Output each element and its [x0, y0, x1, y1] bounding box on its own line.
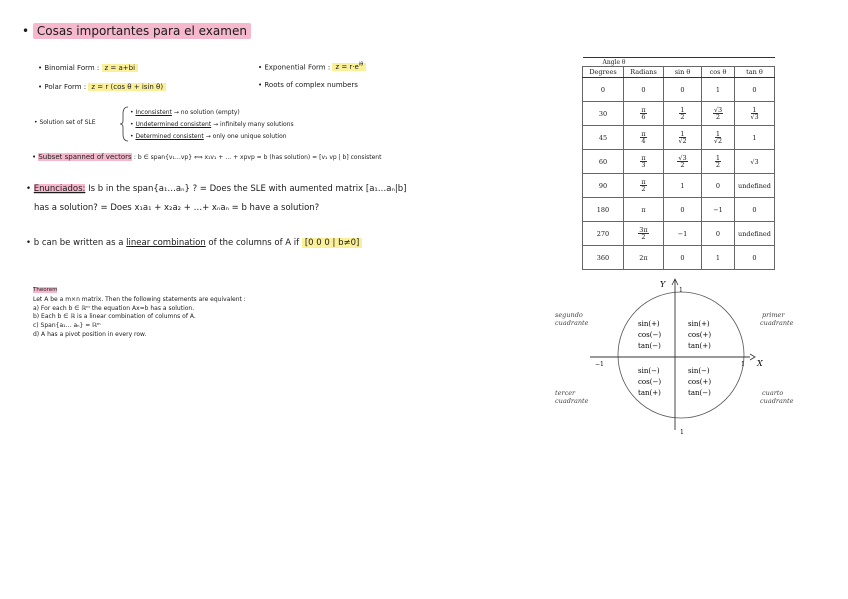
fraction	[715, 155, 721, 169]
x-arrow-icon	[750, 354, 755, 360]
table-caption: Angle θ	[583, 58, 775, 67]
table-row	[583, 126, 775, 150]
lincomb-box: [0 0 0 | b≠0]	[302, 238, 362, 248]
enunciados-line2: has a solution? = Does x₁a₁ + x₂a₂ + …+ xₙaₙ = b have a solution?	[34, 203, 320, 213]
enunciados-line1: • Enunciados: Is b in the span{a₁…aₙ} ? = Does the SLE with aumented matrix [a₁…aₙ|b]	[26, 184, 407, 194]
top-value: 1	[679, 287, 683, 294]
q2-sign: cos(−)	[638, 331, 662, 339]
table-cell: 0	[702, 174, 735, 198]
polar-form: • Polar Form : z = r (cos θ + isin θ)	[38, 83, 166, 91]
denominator: 6	[641, 113, 646, 121]
table-cell: 2π	[624, 246, 664, 270]
numerator: √3	[713, 105, 723, 114]
q3-sign: sin(−)	[638, 367, 660, 375]
table-cell: 1	[702, 246, 735, 270]
denominator: 2	[715, 161, 721, 169]
q1-sign: cos(+)	[688, 331, 712, 339]
table-cell: 180	[583, 198, 624, 222]
table-cell	[624, 150, 664, 174]
q1-sign: tan(+)	[688, 342, 711, 350]
table-cell: −1	[664, 222, 702, 246]
theorem-line: a) For each b ∈ ℝᵐ the equation Ax=b has a solution.	[33, 304, 195, 312]
table-row	[583, 102, 775, 126]
table-cell	[735, 102, 775, 126]
numerator: 1	[715, 129, 721, 138]
denominator: 2	[715, 113, 721, 121]
table-cell: √3	[735, 150, 775, 174]
q1-label: cuadrante	[760, 319, 794, 327]
table-cell: undefined	[735, 222, 775, 246]
q3-sign: tan(+)	[638, 389, 661, 397]
table-cell: 1	[664, 174, 702, 198]
denominator: 4	[641, 137, 646, 145]
table-header: Degrees	[583, 67, 624, 78]
trig-table	[582, 57, 775, 270]
subset-line: • Subset spanned of vectors : b ∈ span{v₁…vp} ⟺ x₁v₁ + … + xpvp = b (has solution) = [v₁ vp | b] consistent	[32, 153, 382, 161]
fraction	[640, 131, 646, 145]
q2-sign: tan(−)	[638, 342, 661, 350]
table-cell	[624, 102, 664, 126]
q2-label: segundo	[555, 311, 583, 319]
q3-sign: cos(−)	[638, 378, 662, 386]
table-cell: 0	[664, 246, 702, 270]
numerator: 1	[715, 153, 721, 162]
table-cell: 60	[583, 150, 624, 174]
table-header: sin θ	[664, 67, 702, 78]
polar-label: Polar Form :	[44, 83, 87, 91]
page-title	[22, 24, 251, 38]
q3-label: tercer	[555, 389, 576, 397]
denominator: 3	[641, 161, 646, 169]
roots-item: • Roots of complex numbers	[258, 81, 358, 89]
table-cell: 0	[735, 246, 775, 270]
fraction	[713, 107, 723, 121]
table-cell: −1	[702, 198, 735, 222]
theorem-body	[33, 296, 246, 340]
title-bullet: •	[22, 24, 30, 38]
sle-item-0: • Inconsistent → no solution (empty)	[130, 109, 240, 116]
table-cell: 45	[583, 126, 624, 150]
denominator: 2	[641, 233, 646, 241]
x-axis-label: X	[757, 359, 763, 368]
table-cell: undefined	[735, 174, 775, 198]
table-cell: 0	[624, 78, 664, 102]
numerator: 1	[680, 105, 685, 114]
fraction	[678, 131, 686, 145]
theorem-line: c) Span{a₁… aₙ} = ℝᵐ	[33, 322, 101, 330]
denominator: √2	[713, 137, 723, 145]
fraction	[640, 107, 646, 121]
numerator: π	[641, 105, 646, 114]
theorem-line: d) A has a pivot position in every row.	[33, 330, 147, 338]
q3-label: cuadrante	[555, 397, 589, 405]
fraction	[750, 107, 758, 121]
numerator: 1	[680, 129, 685, 138]
numerator: π	[641, 177, 646, 186]
table-row	[583, 150, 775, 174]
roots-text: Roots of complex numbers	[264, 81, 358, 89]
q1-label: primer	[762, 311, 785, 319]
denominator: 2	[641, 185, 646, 193]
table-row	[583, 78, 775, 102]
table-cell: 30	[583, 102, 624, 126]
table-cell: 1	[735, 126, 775, 150]
table-cell	[702, 102, 735, 126]
left-value: −1	[595, 361, 604, 368]
numerator: 1	[752, 105, 757, 114]
table-cell: 0	[735, 78, 775, 102]
table-row	[583, 222, 775, 246]
table-header: cos θ	[702, 67, 735, 78]
table-cell: 0	[664, 198, 702, 222]
table-cell	[624, 222, 664, 246]
q4-sign: sin(−)	[688, 367, 710, 375]
right-value: 1	[741, 361, 745, 368]
unit-circle-diagram	[550, 275, 810, 440]
lincomb-line: • b can be written as a linear combination of the columns of A if [0 0 0 | b≠0]	[26, 238, 362, 248]
table-cell: 0	[583, 78, 624, 102]
subset-text: : b ∈ span{v₁…vp} ⟺ x₁v₁ + … + xpvp = b (has solution) = [v₁ vp | b] consistent	[133, 154, 382, 161]
binomial-label: Binomial Form :	[44, 64, 100, 72]
unit-circle	[618, 292, 744, 418]
theorem-line: b) Each b ∈ ℝ is a linear combination of columns of A.	[33, 313, 196, 321]
q2-label: cuadrante	[555, 319, 589, 327]
table-cell: 1	[702, 78, 735, 102]
table-cell	[702, 126, 735, 150]
denominator: 2	[680, 161, 685, 169]
theorem-line: Let A be a m×n matrix. Then the following statements are equivalent :	[33, 296, 246, 303]
table-cell: 360	[583, 246, 624, 270]
binomial-value: z = a+bi	[102, 64, 139, 72]
polar-value: z = r (cos θ + isin θ)	[88, 83, 166, 91]
exponential-value: z = r·e	[335, 63, 359, 72]
fraction	[714, 131, 722, 145]
table-row	[583, 246, 775, 270]
subset-label: Subset spanned of vectors	[38, 153, 132, 161]
q1-sign: sin(+)	[688, 320, 710, 328]
q4-sign: cos(+)	[688, 378, 712, 386]
q4-sign: tan(−)	[688, 389, 711, 397]
exponential-form: • Exponential Form : $z = r\cdot e^{i\theta}$	[258, 62, 366, 71]
sle-item-2: • Determined consistent → only one unique solution	[130, 133, 287, 140]
fraction	[640, 155, 646, 169]
denominator: √3	[750, 113, 759, 121]
sle-brace	[120, 106, 130, 142]
fraction	[638, 227, 648, 241]
numerator: π	[641, 153, 646, 162]
denominator: 2	[680, 113, 685, 121]
fraction	[679, 107, 685, 121]
table-cell: 270	[583, 222, 624, 246]
y-axis-label: Y	[660, 280, 666, 289]
table-cell: 0	[664, 78, 702, 102]
title-text: Cosas importantes para el examen	[33, 23, 251, 39]
table-row	[583, 198, 775, 222]
table-header: tan θ	[735, 67, 775, 78]
denominator: √2	[678, 137, 687, 145]
enunciados-label: Enunciados:	[33, 184, 86, 194]
numerator: √3	[678, 153, 687, 162]
table-cell	[624, 126, 664, 150]
table-cell	[702, 150, 735, 174]
lincomb-term: linear combination	[126, 238, 206, 248]
sle-label: • Solution set of SLE	[34, 119, 96, 126]
q2-sign: sin(+)	[638, 320, 660, 328]
table-cell: 90	[583, 174, 624, 198]
q4-label: cuadrante	[760, 397, 794, 405]
bottom-value: 1	[680, 429, 684, 436]
table-cell: π	[624, 198, 664, 222]
q4-label: cuarto	[762, 389, 784, 397]
sle-item-1: • Undetermined consistent → infinitely many solutions	[130, 121, 294, 128]
table-cell: 0	[702, 222, 735, 246]
table-header: Radians	[624, 67, 664, 78]
table-cell	[664, 126, 702, 150]
numerator: π	[641, 129, 646, 138]
table-cell: 0	[735, 198, 775, 222]
table-cell	[664, 150, 702, 174]
table-row	[583, 174, 775, 198]
numerator: 3π	[639, 225, 648, 234]
exponential-sup: iθ	[358, 62, 364, 68]
table-cell	[624, 174, 664, 198]
theorem-label: Theorem	[33, 287, 58, 293]
fraction	[677, 155, 687, 169]
table-cell	[664, 102, 702, 126]
exponential-label: Exponential Form :	[264, 63, 331, 72]
binomial-form: • Binomial Form : z = a+bi	[38, 64, 138, 72]
fraction	[640, 179, 646, 193]
